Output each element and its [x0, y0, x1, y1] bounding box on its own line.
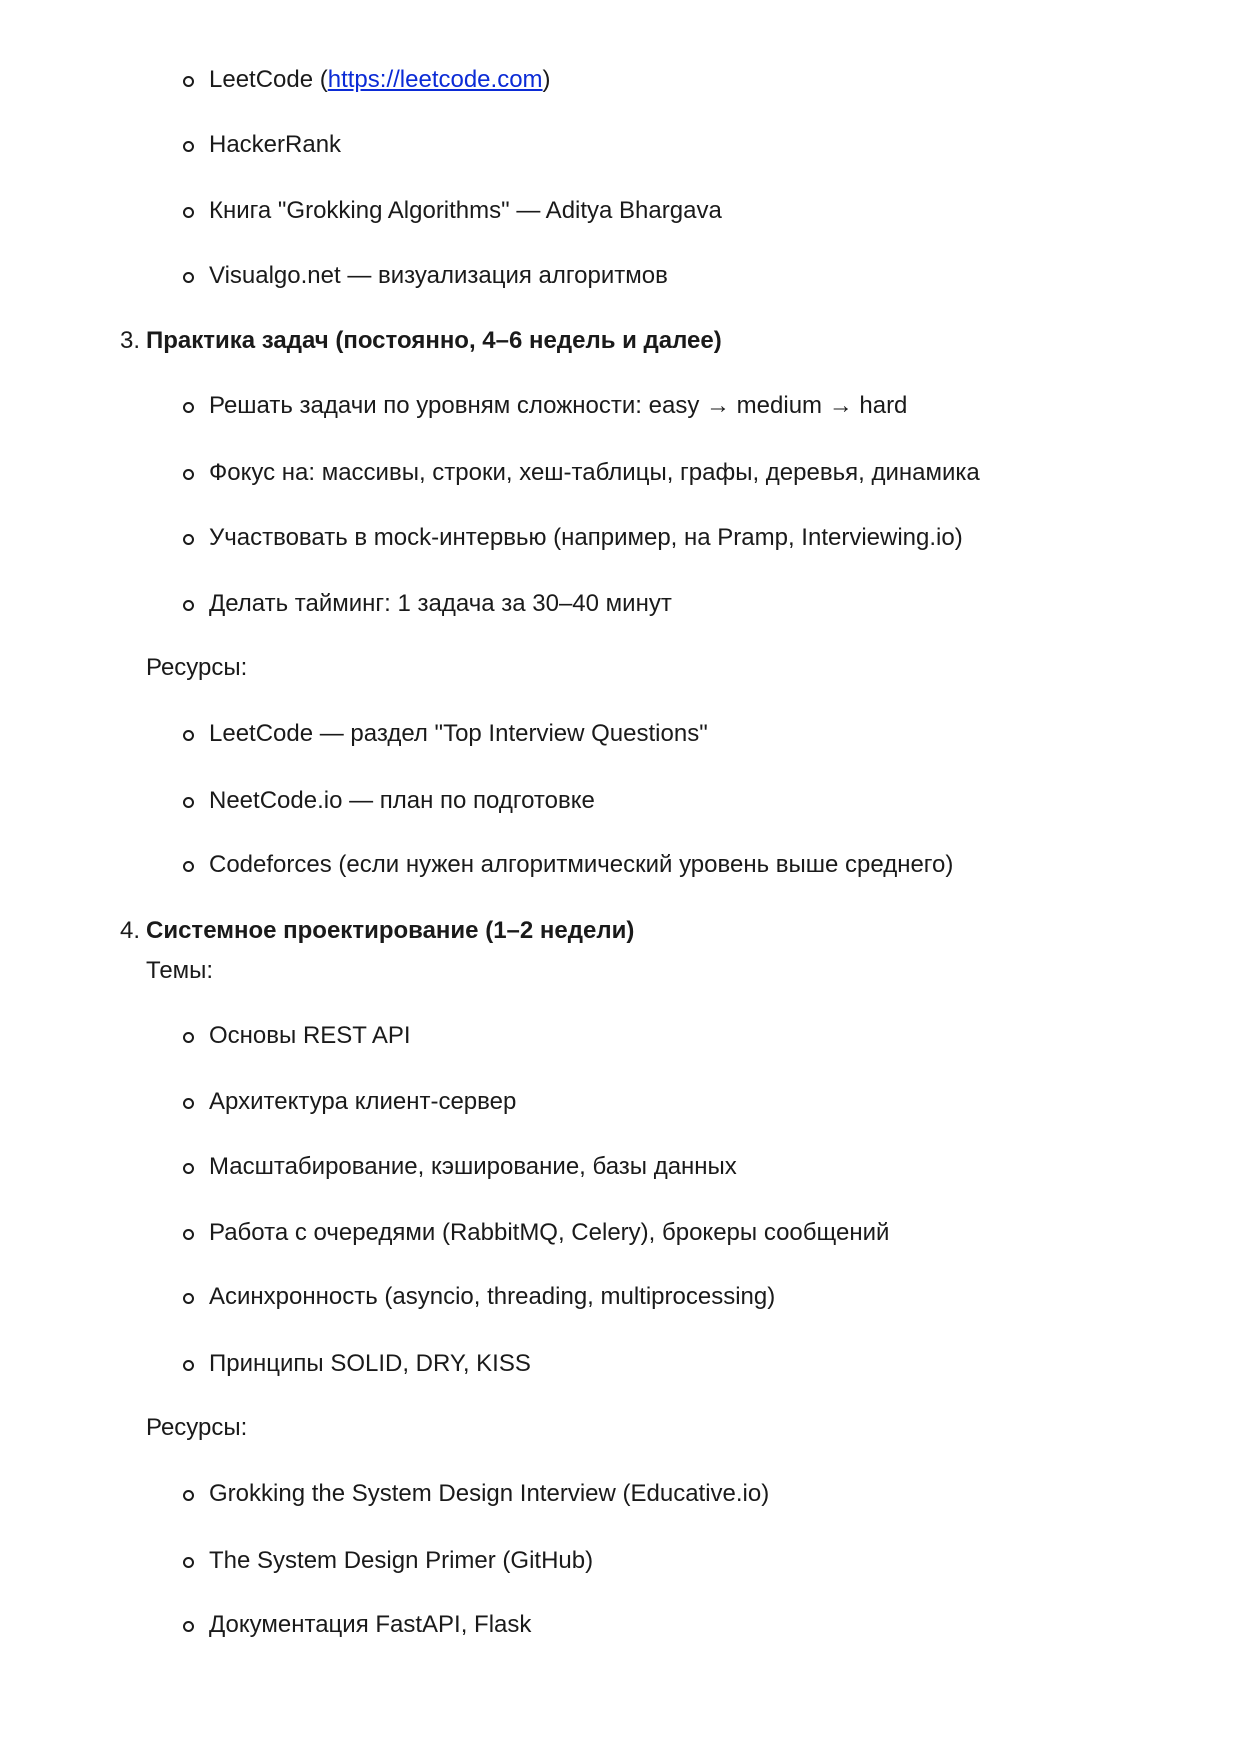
list-item: The System Design Primer (GitHub) [209, 1547, 594, 1574]
list-item: NeetCode.io — план по подготовке [209, 787, 595, 814]
list-item: Принципы SOLID, DRY, KISS [209, 1350, 531, 1377]
list-item: Асинхронность (asyncio, threading, multiprocessing) [209, 1283, 776, 1310]
list-item: Участвовать в mock-интервью (например, на Pramp, Interviewing.io) [209, 524, 963, 551]
list-item: Работа с очередями (RabbitMQ, Celery), брокеры сообщений [209, 1219, 890, 1246]
list-item: HackerRank [209, 131, 342, 158]
list-item: Visualgo.net — визуализация алгоритмов [209, 262, 668, 289]
resources-label: Ресурсы: [146, 654, 248, 681]
resources-label: Ресурсы: [146, 1414, 248, 1441]
list-item: Codeforces (если нужен алгоритмический уровень выше среднего) [209, 851, 954, 878]
list-item: Решать задачи по уровням сложности: easy → medium → hard [209, 392, 908, 419]
list-item: Делать тайминг: 1 задача за 30–40 минут [209, 590, 672, 617]
list-item: Основы REST API [209, 1022, 411, 1049]
topics-label: Темы: [146, 957, 214, 984]
list-item: LeetCode (https://leetcode.com) [209, 66, 551, 93]
list-item: Фокус на: массивы, строки, хеш-таблицы, графы, деревья, динамика [209, 459, 980, 486]
list-item: Документация FastAPI, Flask [209, 1611, 532, 1638]
list-item: LeetCode — раздел "Top Interview Questions" [209, 720, 708, 747]
leetcode-link[interactable]: https://leetcode.com [327, 66, 543, 93]
list-item: Масштабирование, кэширование, базы данных [209, 1153, 737, 1180]
list-item: Grokking the System Design Interview (Educative.io) [209, 1480, 770, 1507]
list-item: Книга "Grokking Algorithms" — Aditya Bhargava [209, 197, 722, 224]
list-item: Архитектура клиент-сервер [209, 1088, 517, 1115]
section-heading: 3. Практика задач (постоянно, 4–6 недель и далее) [120, 327, 722, 354]
section-heading: 4. Системное проектирование (1–2 недели) [120, 917, 635, 944]
